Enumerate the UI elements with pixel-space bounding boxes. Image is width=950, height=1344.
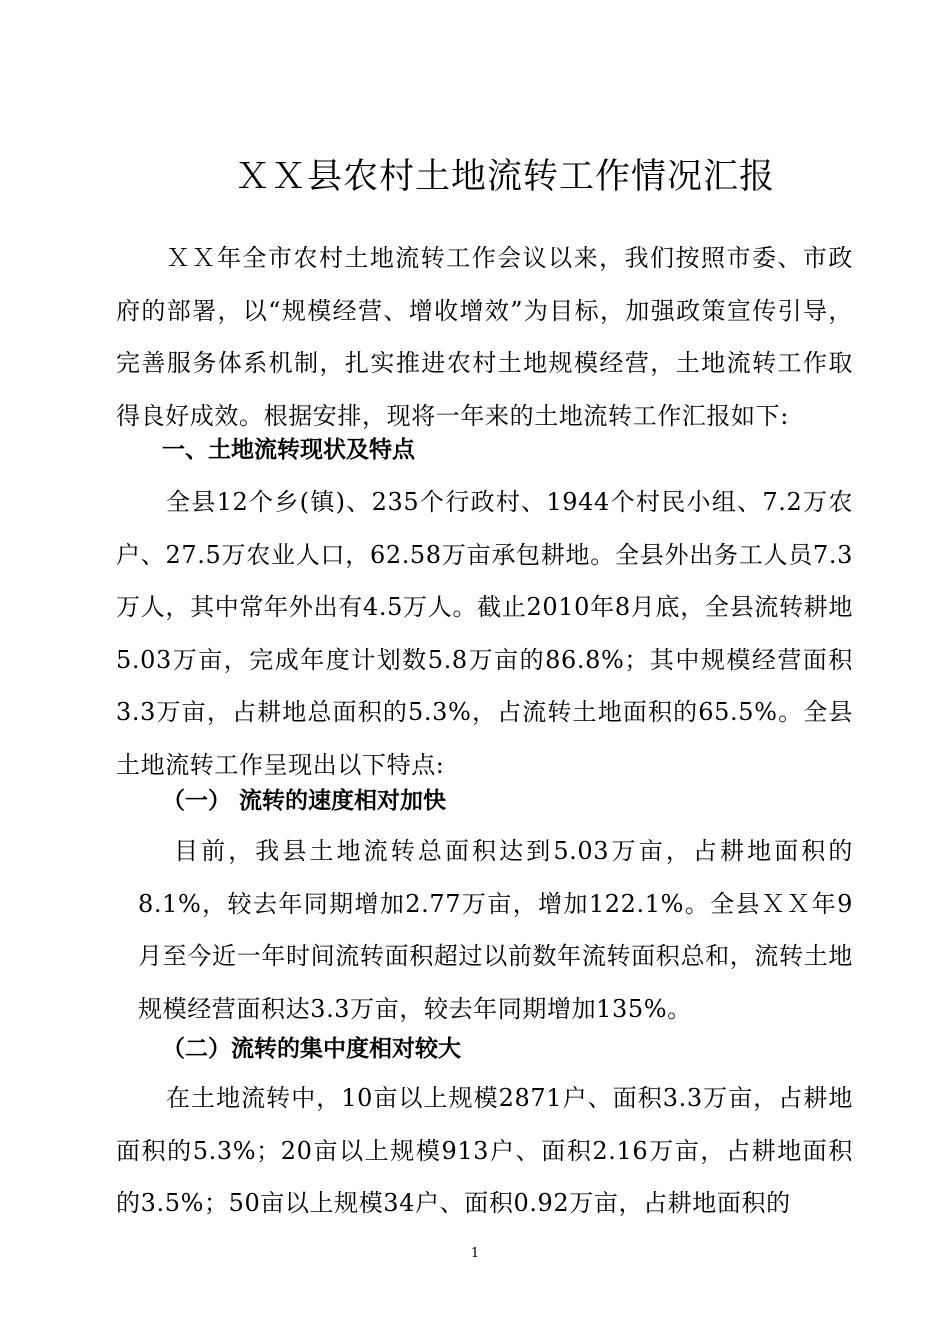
section-heading-current-status: 一、土地流转现状及特点: [162, 437, 415, 463]
page-number: 1: [470, 1246, 480, 1261]
speed-paragraph: 目前，我县土地流转总面积达到5.03万亩，占耕地面积的8.1%，较去年同期增加2.77万亩，增加122.1%。全县ＸＸ年9月至今近一年时间流转面积超过以前数年流转面积总和，流转土地规模经营面积达3.3万亩，较去年同期增加135%。: [138, 837, 853, 1023]
intro-paragraph: ＸＸ年全市农村土地流转工作会议以来，我们按照市委、市政府的部署，以“规模经营、增收增效”为目标，加强政策宣传引导，完善服务体系机制，扎实推进农村土地规模经营，土地流转工作取得良好成效。根据安排，现将一年来的土地流转工作汇报如下:: [116, 244, 853, 430]
document-title: ＸＸ县农村土地流转工作情况汇报: [234, 157, 775, 197]
subsection-heading-concentration: （二）流转的集中度相对较大: [162, 1036, 461, 1062]
subsection-heading-speed: （一） 流转的速度相对加快: [162, 788, 447, 814]
current-status-paragraph: 全县12个乡(镇)、235个行政村、1944个村民小组、7.2万农户、27.5万农业人口，62.58万亩承包耕地。全县外出务工人员7.3万人，其中常年外出有4.5万人。截止2010年8月底，全县流转耕地5.03万亩，完成年度计划数5.8万亩的86.8%；其中规模经营面积3.3万亩，占耕地总面积的5.3%，占流转土地面积的65.5%。全县土地流转工作呈现出以下特点:: [116, 488, 853, 779]
concentration-paragraph: 在土地流转中，10亩以上规模2871户、面积3.3万亩，占耕地面积的5.3%；20亩以上规模913户、面积2.16万亩，占耕地面积的3.5%；50亩以上规模34户、面积0.92万亩，占耕地面积的: [116, 1084, 853, 1217]
